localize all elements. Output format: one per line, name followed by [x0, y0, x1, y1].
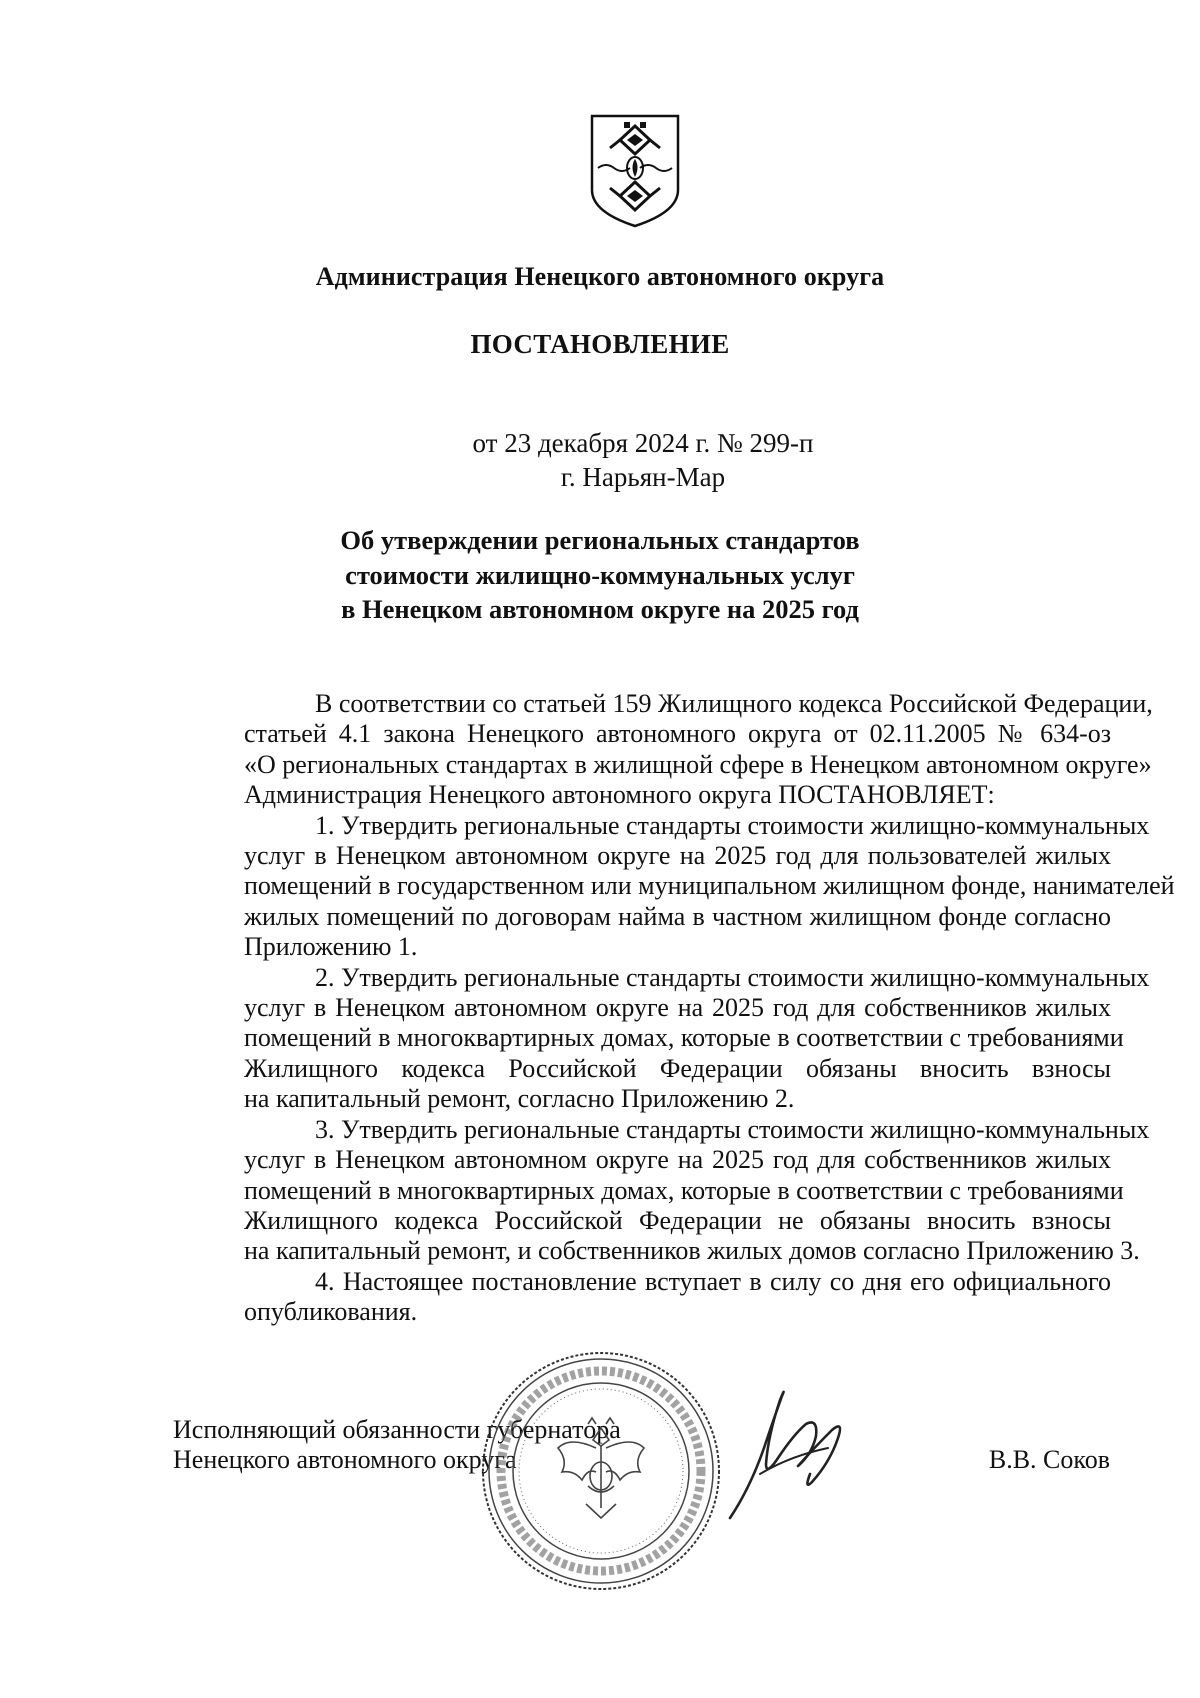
coat-of-arms-icon: [588, 112, 682, 230]
subject-line: в Ненецком автономном округе на 2025 год: [341, 594, 859, 624]
text-line: жилых помещений по договорам найма в частном жилищном фонде согласно: [244, 901, 1111, 931]
position-line: Исполняющий обязанности губернатора: [173, 1415, 621, 1444]
item-3-paragraph: [173, 1114, 1150, 1267]
text-line: услуг в Ненецком автономном округе на 2025 год для собственников жилых: [244, 993, 1111, 1023]
text-line: помещений в государственном или муниципальном жилищном фонде, нанимателей: [244, 871, 1175, 901]
text-line: опубликования.: [244, 1297, 418, 1327]
text-line: 4. Настоящее постановление вступает в силу со дня его официального: [315, 1266, 1111, 1296]
item-1-paragraph: [173, 810, 1175, 963]
text-line: Жилищного кодекса Российской Федерации не обязаны вносить взносы: [244, 1205, 1111, 1235]
text-line: Приложению 1.: [244, 932, 418, 962]
text-line: «О региональных стандартах в жилищной сфере в Ненецком автономном округе»: [244, 749, 1152, 779]
text-line: на капитальный ремонт, согласно Приложению 2.: [244, 1084, 795, 1114]
official-seal-icon: [478, 1348, 724, 1594]
text-line: услуг в Ненецком автономном округе на 2025 год для собственников жилых: [244, 1145, 1111, 1175]
preamble-paragraph: [173, 689, 1153, 811]
text-line: помещений в многоквартирных домах, которые в соответствии с требованиями: [244, 1175, 1124, 1205]
text-line: услуг в Ненецком автономном округе на 2025 год для пользователей жилых: [244, 841, 1111, 871]
document-date-number: от 23 декабря 2024 г. № 299-п: [472, 428, 814, 458]
text-line: Жилищного кодекса Российской Федерации обязаны вносить взносы: [244, 1053, 1111, 1083]
subject-line: Об утверждении региональных стандартов: [340, 525, 860, 555]
document-city: г. Нарьян-Мар: [560, 462, 726, 492]
text-line: Администрация Ненецкого автономного округа ПОСТАНОВЛЯЕТ:: [244, 780, 995, 810]
text-line: 2. Утвердить региональные стандарты стоимости жилищно-коммунальных: [315, 962, 1150, 992]
text-line: статьей 4.1 закона Ненецкого автономного округа от 02.11.2005 № 634-оз: [244, 719, 1111, 749]
signatory-name: В.В. Соков: [988, 1445, 1110, 1474]
text-line: 3. Утвердить региональные стандарты стоимости жилищно-коммунальных: [315, 1114, 1150, 1144]
position-line: Ненецкого автономного округа: [173, 1445, 517, 1474]
text-line: на капитальный ремонт, и собственников жилых домов согласно Приложению 3.: [244, 1236, 1140, 1266]
document-subject: [0, 523, 1200, 627]
text-line: В соответствии со статьей 159 Жилищного кодекса Российской Федерации,: [315, 689, 1153, 718]
handwritten-signature-icon: [720, 1378, 860, 1528]
subject-line: стоимости жилищно-коммунальных услуг: [345, 559, 855, 590]
text-line: помещений в многоквартирных домах, которые в соответствии с требованиями: [244, 1023, 1124, 1053]
document-type: ПОСТАНОВЛЕНИЕ: [470, 329, 730, 359]
item-4-paragraph: [173, 1267, 1111, 1328]
text-line: 1. Утвердить региональные стандарты стоимости жилищно-коммунальных: [315, 810, 1150, 840]
organization-title: Администрация Ненецкого автономного округа: [315, 262, 885, 291]
item-2-paragraph: [173, 962, 1150, 1115]
document-body: [173, 689, 1175, 1328]
